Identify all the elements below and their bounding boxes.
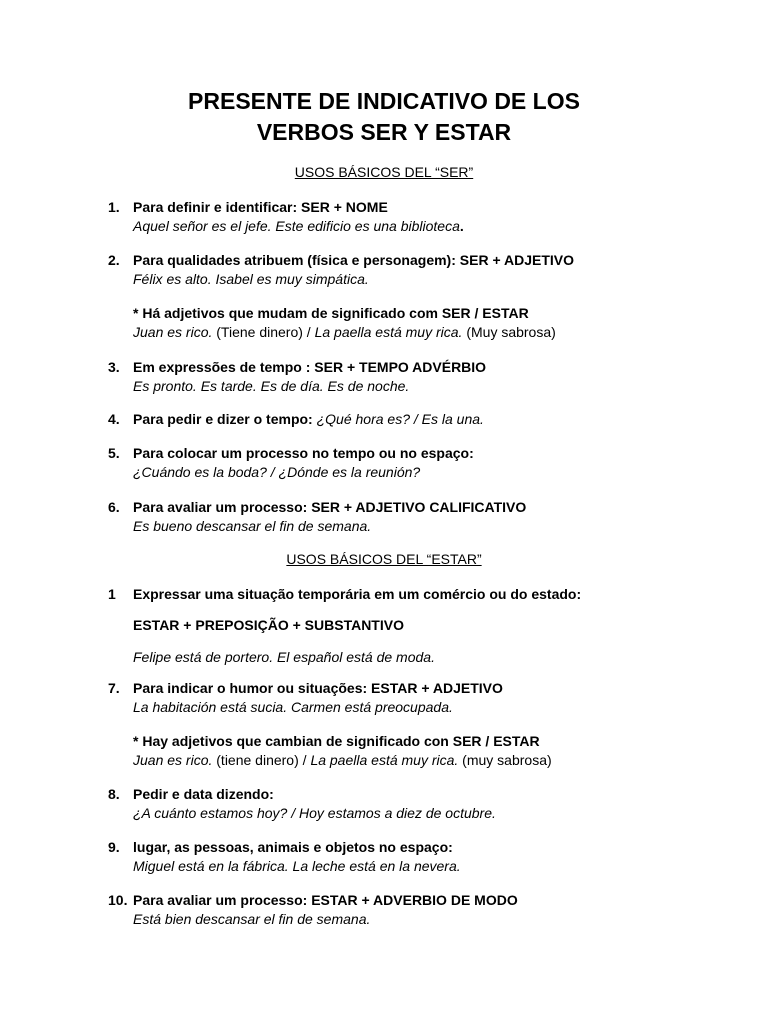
estar-note: [133, 732, 552, 770]
item-example: ¿A cuánto estamos hoy? / Hoy estamos a diez de octubre.: [133, 805, 496, 821]
item-example: Es pronto. Es tarde. Es de día. Es de noche.: [133, 378, 410, 394]
item-number: 6.: [108, 499, 120, 515]
note-gloss-1: (tiene dinero) /: [212, 752, 311, 768]
note-heading: * Há adjetivos que mudam de significado com SER / ESTAR: [133, 305, 529, 321]
item-heading: lugar, as pessoas, animais e objetos no espaço:: [133, 839, 453, 855]
item-heading: Para definir e identificar: SER + NOME: [133, 199, 388, 215]
item-example: Está bien descansar el fin de semana.: [133, 911, 371, 927]
page-title: [0, 86, 768, 148]
item-number: 1: [108, 586, 116, 602]
item-heading: Expressar uma situação temporária em um comércio ou do estado:: [133, 586, 582, 602]
note-example-1: Juan es rico.: [133, 752, 213, 768]
item-example: ¿Cuándo es la boda? / ¿Dónde es la reunión?: [133, 464, 421, 480]
item-heading: Pedir e data dizendo:: [133, 786, 274, 802]
note-gloss-1: (Tiene dinero) /: [212, 324, 315, 340]
item-number: 1.: [108, 199, 120, 215]
item-example: Es bueno descansar el fin de semana.: [133, 518, 372, 534]
note-heading: * Hay adjetivos que cambian de significado con SER / ESTAR: [133, 733, 540, 749]
item-heading: Para indicar o humor ou situações: ESTAR + ADJETIVO: [133, 680, 503, 696]
item-example: Félix es alto. Isabel es muy simpática.: [133, 271, 369, 287]
item-example: ¿Qué hora es? / Es la una.: [316, 411, 484, 427]
item-number: 8.: [108, 786, 120, 802]
item-number: 9.: [108, 839, 120, 855]
item-heading: Para qualidades atribuem (física e personagem): SER + ADJETIVO: [133, 252, 575, 268]
item-number: 3.: [108, 359, 120, 375]
ser-note: [133, 304, 556, 342]
ser-section-heading: USOS BÁSICOS DEL “SER”: [294, 164, 474, 180]
note-example-1: Juan es rico.: [133, 324, 213, 340]
item-number: 10.: [108, 892, 128, 908]
title-line-2: VERBOS SER Y ESTAR: [256, 119, 512, 145]
item-heading: Para pedir e dizer o tempo:: [133, 411, 313, 427]
estar-item-1-example: Felipe está de portero. El español está de moda.: [133, 649, 435, 665]
estar-section-heading: USOS BÁSICOS DEL “ESTAR”: [286, 551, 482, 567]
item-example: Aquel señor es el jefe. Este edificio es una biblioteca: [133, 218, 460, 234]
note-gloss-2: (muy sabrosa): [458, 752, 552, 768]
note-gloss-2: (Muy sabrosa): [462, 324, 556, 340]
item-number: 4.: [108, 411, 120, 427]
item-heading: Para avaliar um processo: SER + ADJETIVO CALIFICATIVO: [133, 499, 527, 515]
item-heading: Para avaliar um processo: ESTAR + ADVERBIO DE MODO: [133, 892, 518, 908]
title-line-1: PRESENTE DE INDICATIVO DE LOS: [188, 88, 580, 114]
note-example-2: La paella está muy rica.: [314, 324, 463, 340]
item-example: Miguel está en la fábrica. La leche está en la nevera.: [133, 858, 461, 874]
item-number: 5.: [108, 445, 120, 461]
item-number: 2.: [108, 252, 120, 268]
item-heading: Para colocar um processo no tempo ou no espaço:: [133, 445, 474, 461]
item-heading: Em expressões de tempo : SER + TEMPO ADVÉRBIO: [133, 359, 487, 375]
item-example: La habitación está sucia. Carmen está preocupada.: [133, 699, 453, 715]
item-example-tail: .: [459, 218, 464, 234]
item-number: 7.: [108, 680, 120, 696]
estar-formula: ESTAR + PREPOSIÇÃO + SUBSTANTIVO: [133, 617, 404, 633]
note-example-2: La paella está muy rica.: [310, 752, 459, 768]
